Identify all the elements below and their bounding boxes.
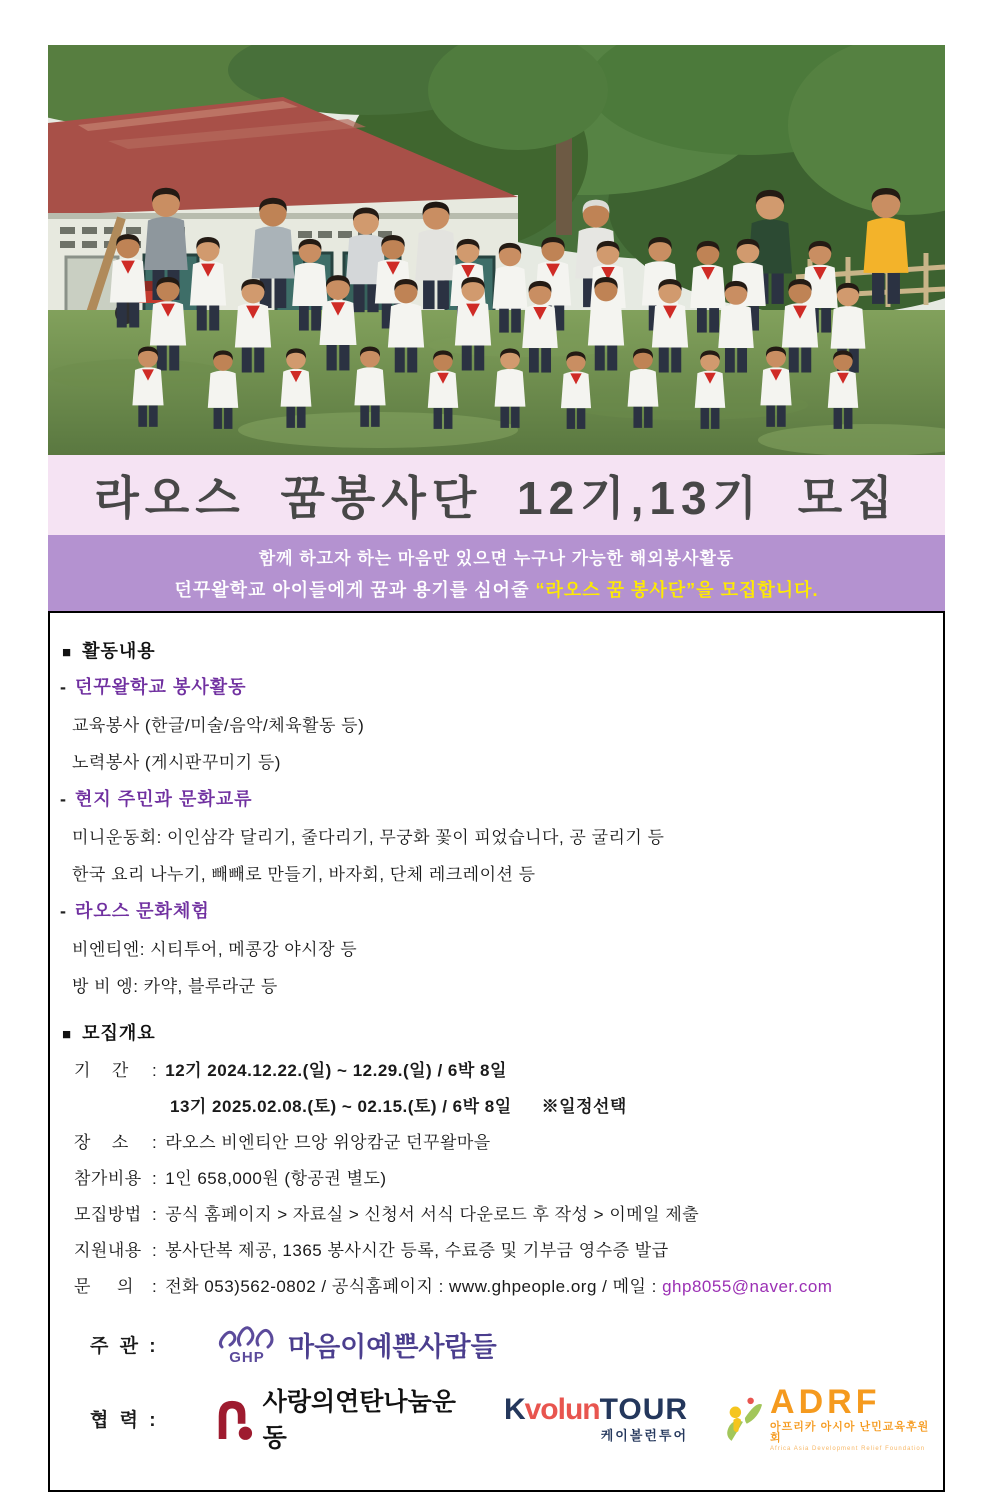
activity-line: 노력봉사 (게시판꾸미기 등) xyxy=(72,753,281,772)
square-bullet-icon: ■ xyxy=(62,644,73,661)
sub-banner-line1: 함께 하고자 하는 마음만 있으면 누구나 가능한 해외봉사활동 xyxy=(258,549,735,568)
kvolun-volun: volun xyxy=(524,1392,600,1426)
separator: : xyxy=(152,1133,158,1152)
row-method-label: 모집방법 xyxy=(74,1205,142,1224)
kvolun-k: K xyxy=(503,1392,525,1426)
briquette-logo xyxy=(213,1382,470,1454)
row-contact-label: 문 의 xyxy=(74,1277,134,1296)
group-title-school xyxy=(60,673,933,699)
ghp-logo xyxy=(216,1323,497,1366)
partner-logos xyxy=(213,1382,933,1454)
kvolun-logo xyxy=(503,1392,689,1443)
row-period-label: 기 간 xyxy=(74,1061,129,1080)
separator: : xyxy=(152,1169,158,1188)
separator: : xyxy=(152,1205,158,1224)
group-title-exchange xyxy=(60,785,933,811)
row-support xyxy=(74,1236,933,1261)
row-fee-value: 1인 658,000원 (항공권 별도) xyxy=(165,1169,387,1188)
dash: - xyxy=(60,789,67,809)
separator: : xyxy=(152,1061,158,1080)
partner-label: 협 력 : xyxy=(90,1409,159,1431)
section-activities-title: 활동내용 xyxy=(82,641,156,661)
row-period-value: 12기 2024.12.22.(일) ~ 12.29.(일) / 6박 8일 xyxy=(165,1061,507,1080)
adrf-name: ADRF xyxy=(770,1382,881,1421)
row-support-label: 지원내용 xyxy=(74,1241,142,1260)
group-title-school-text: 던꾸왈학교 봉사활동 xyxy=(75,677,247,697)
ghp-mark xyxy=(216,1323,278,1366)
adrf-mark-icon xyxy=(722,1392,764,1444)
activity-line: 한국 요리 나누기, 빼빼로 만들기, 바자회, 단체 레크레이션 등 xyxy=(72,865,536,884)
row-period2 xyxy=(74,1092,933,1117)
footer xyxy=(90,1323,933,1454)
row-support-value: 봉사단복 제공, 1365 봉사시간 등록, 수료증 및 기부금 영수증 발급 xyxy=(165,1241,669,1260)
kvolun-wordmark xyxy=(503,1392,689,1426)
title-banner xyxy=(48,455,945,535)
dash: - xyxy=(60,677,67,697)
section-recruitment-heading xyxy=(62,1019,933,1045)
content-box xyxy=(48,611,945,1492)
activity-line: 비엔티엔: 시티투어, 메콩강 야시장 등 xyxy=(72,940,358,959)
group-title-culture xyxy=(60,897,933,923)
separator: : xyxy=(152,1277,158,1296)
briquette-name: 사랑의연탄나눔운동 xyxy=(262,1388,456,1452)
row-place-value: 라오스 비엔티안 므앙 위앙캄군 던꾸왈마을 xyxy=(165,1133,491,1152)
group-title-culture-text: 라오스 문화체험 xyxy=(75,901,210,921)
ghp-mark-text: GHP xyxy=(229,1349,265,1366)
square-bullet-icon: ■ xyxy=(62,1026,73,1043)
sub-banner-line2-highlight: “라오스 꿈 봉사단”을 모집합니다. xyxy=(535,580,819,600)
recruitment-rows xyxy=(74,1056,933,1297)
adrf-text xyxy=(770,1382,933,1452)
row-contact-value: 전화 053)562-0802 / 공식홈페이지 : www.ghpeople.org / 메일 : xyxy=(165,1277,663,1296)
dash: - xyxy=(60,901,67,921)
adrf-subtitle-en: Africa Asia Development Relief Foundation xyxy=(770,1445,926,1452)
organizer-row xyxy=(90,1323,933,1366)
row-period2-note: ※일정선택 xyxy=(541,1097,627,1116)
group-photo xyxy=(48,45,945,455)
activity-line: 교육봉사 (한글/미술/음악/체육활동 등) xyxy=(72,716,365,735)
row-fee xyxy=(74,1164,933,1189)
section-activities-heading xyxy=(62,637,933,663)
sub-banner-line2-white: 던꾸왈학교 아이들에게 꿈과 용기를 심어줄 xyxy=(174,580,536,600)
adrf-logo xyxy=(722,1382,933,1452)
row-place-label: 장 소 xyxy=(74,1133,129,1152)
row-method-value: 공식 홈페이지 > 자료실 > 신청서 서식 다운로드 후 작성 > 이메일 제출 xyxy=(165,1205,700,1224)
activity-line: 미니운동회: 이인삼각 달리기, 줄다리기, 무궁화 꽃이 피었습니다, 공 굴리기 등 xyxy=(72,828,665,847)
poster-title: 라오스 꿈봉사단 12기,13기 모집 xyxy=(94,472,899,524)
group-title-exchange-text: 현지 주민과 문화교류 xyxy=(75,789,253,809)
partner-row xyxy=(90,1382,933,1454)
poster xyxy=(48,45,945,1492)
row-period2-value: 13기 2025.02.08.(토) ~ 02.15.(토) / 6박 8일 xyxy=(170,1097,512,1116)
briquette-icon xyxy=(213,1394,255,1442)
adrf-subtitle: 아프리카 아시아 난민교육후원회 xyxy=(770,1420,930,1444)
kvolun-tour: TOUR xyxy=(599,1392,689,1426)
ghp-name: 마음이예쁜사람들 xyxy=(288,1332,497,1362)
row-contact xyxy=(74,1272,933,1297)
row-period xyxy=(74,1056,933,1081)
organizer-label: 주 관 : xyxy=(90,1336,159,1357)
contact-email: ghp8055@naver.com xyxy=(662,1277,833,1296)
row-fee-label: 참가비용 xyxy=(74,1169,142,1188)
separator: : xyxy=(152,1241,158,1260)
sub-banner-line2 xyxy=(174,576,818,602)
sub-banner xyxy=(48,535,945,611)
activity-line: 방 비 엥: 카약, 블루라군 등 xyxy=(72,977,278,996)
row-place xyxy=(74,1128,933,1153)
kvolun-subtitle: 케이볼런투어 xyxy=(600,1427,689,1443)
section-recruitment-title: 모집개요 xyxy=(82,1023,156,1043)
row-method xyxy=(74,1200,933,1225)
